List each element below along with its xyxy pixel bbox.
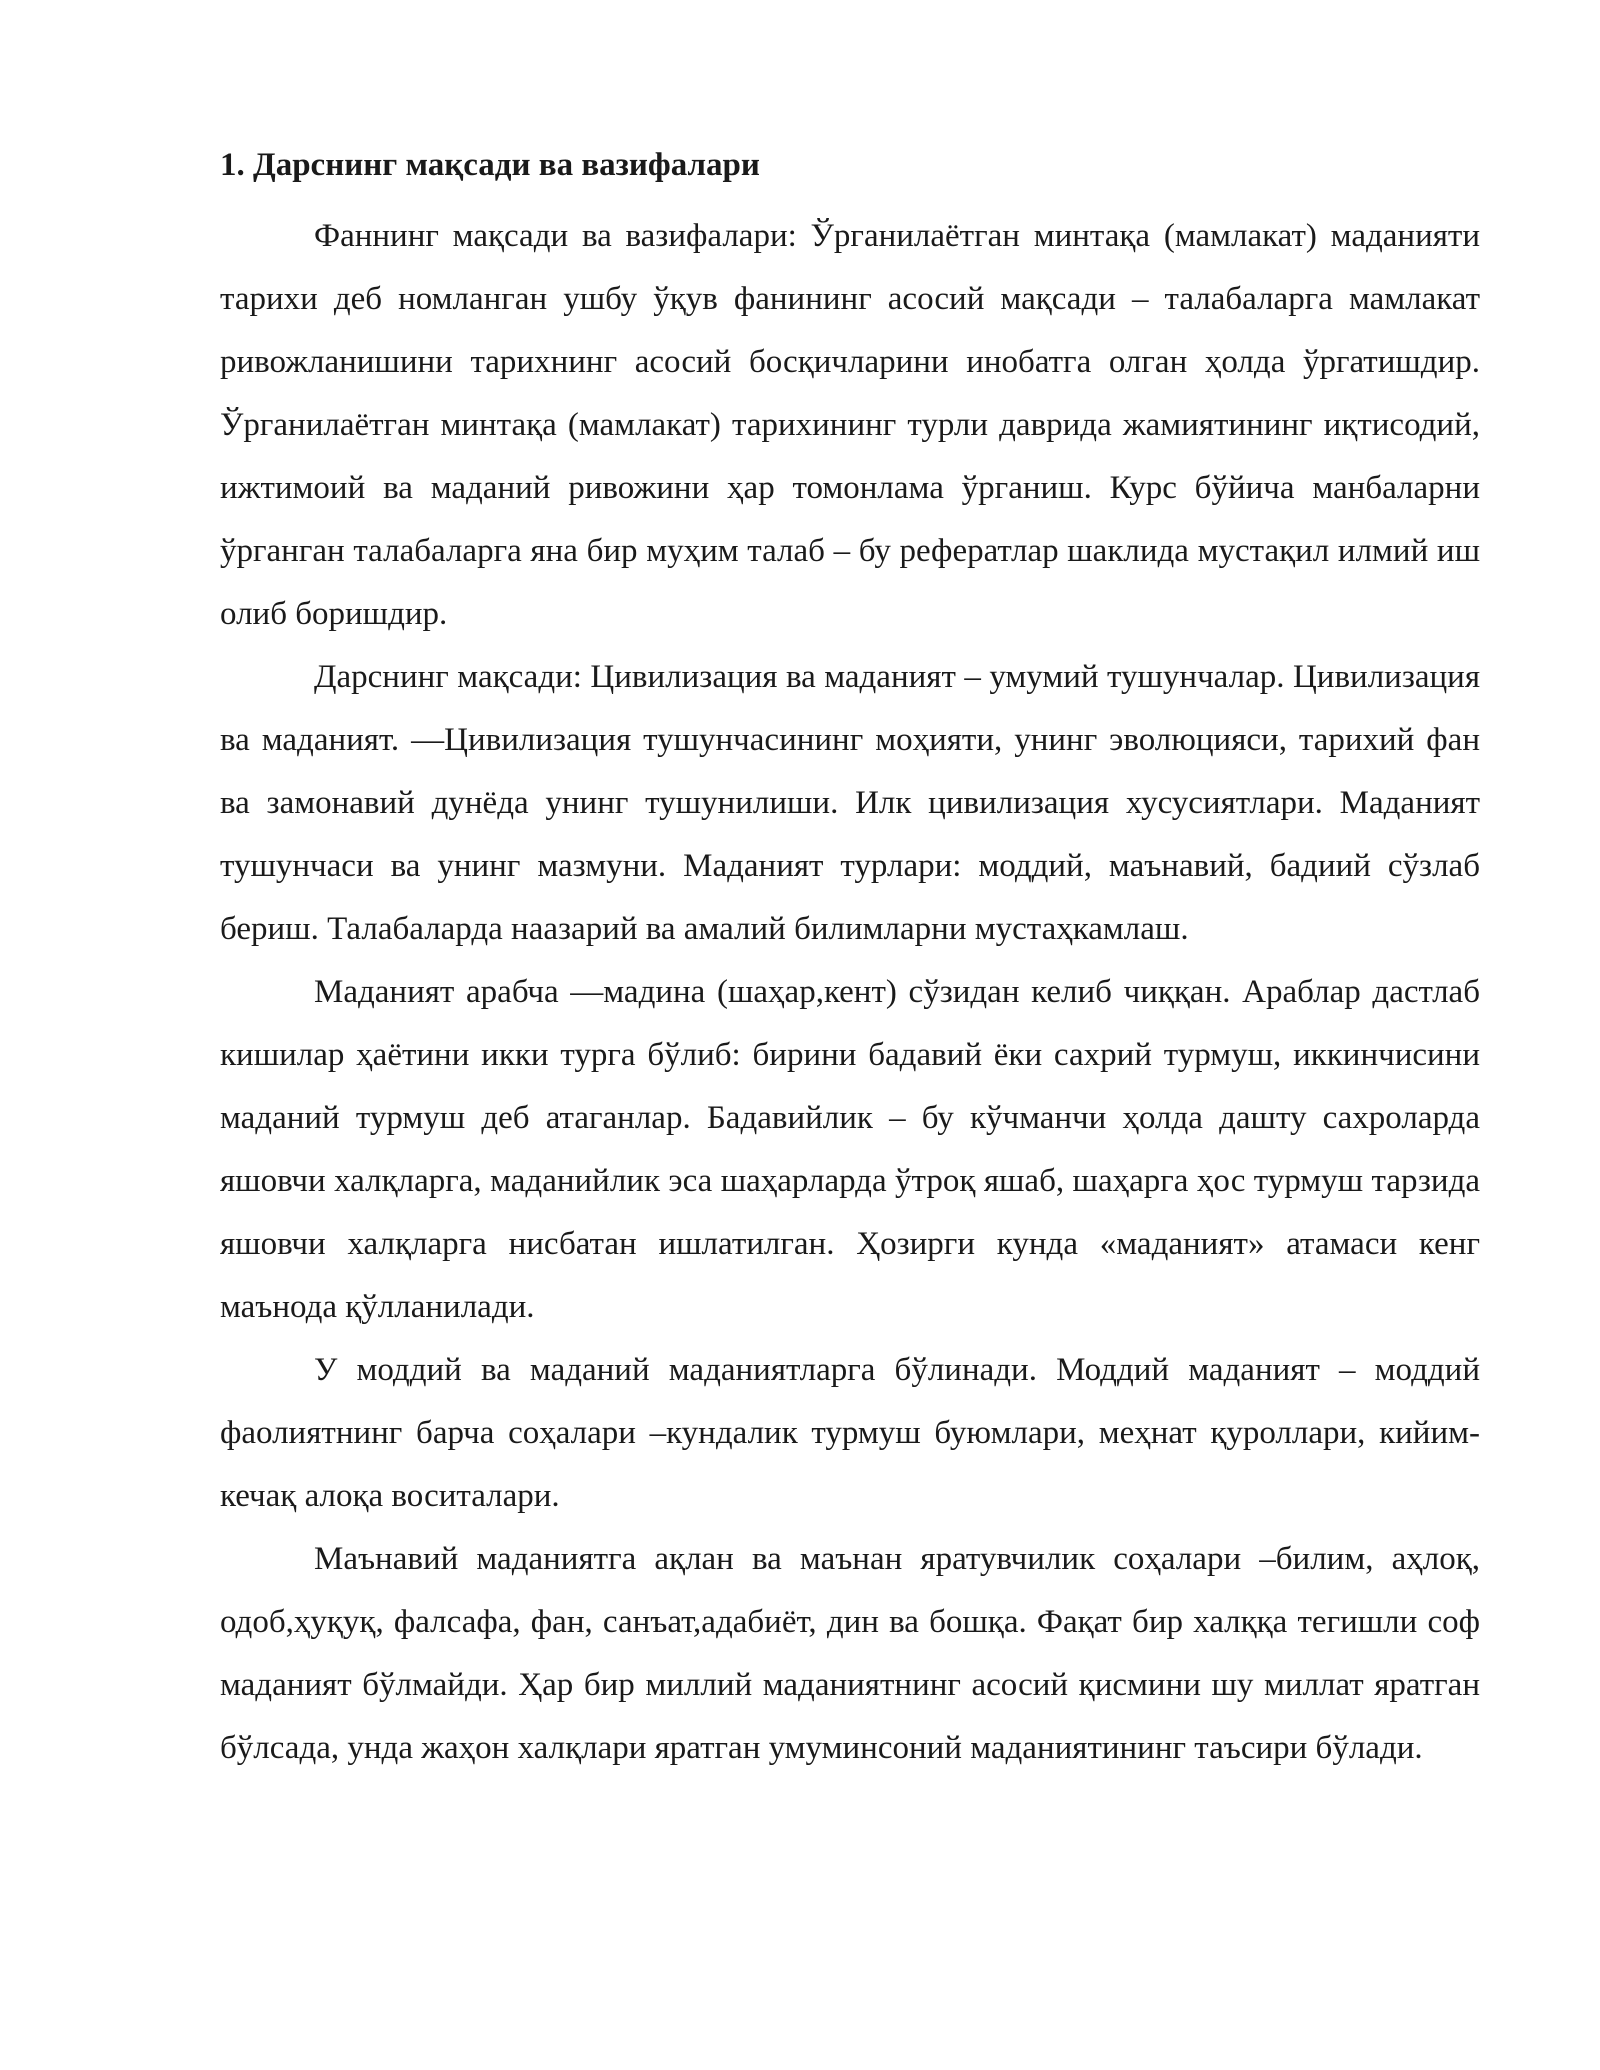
paragraph-culture-origin: Маданият арабча ―мадина (шаҳар,кент) сўзидан келиб чиққан. Араблар дастлаб кишилар ҳаётини икки турга бўлиб: бирини бадавий ёки сахрий турмуш, иккинчисини маданий турмуш деб атаганлар. Бадавийлик – бу кўчманчи ҳолда дашту сахроларда яшовчи халқларга, маданийлик эса шаҳарларда ўтроқ яшаб, шаҳарга ҳос турмуш тарзида яшовчи халқларга нисбатан ишлатилган. Ҳозирги кунда «маданият» атамаси кенг маънода қўлланилади.	[220, 974, 1480, 1325]
document-body	[220, 143, 1480, 1780]
paragraph-material-culture: У моддий ва маданий маданиятларга бўлинади. Моддий маданият – моддий фаолиятнинг барча соҳалари –кундалик турмуш буюмлари, меҳнат қуроллари, кийим-кечақ алоқа воситалари.	[220, 1352, 1480, 1514]
paragraph-lesson-aim: Дарснинг мақсади: Цивилизация ва маданият – умумий тушунчалар. Цивилизация ва маданият. ―Цивилизация тушунчасининг моҳияти, унинг эволюцияси, тарихий фан ва замонавий дунёда унинг тушунилиши. Илк цивилизация хусусиятлари. Маданият тушунчаси ва унинг мазмуни. Маданият турлари: моддий, маънавий, бадиий сўзлаб бериш. Талабаларда наазарий ва амалий билимларни мустаҳкамлаш.	[220, 659, 1480, 947]
paragraph-goals: Фаннинг мақсади ва вазифалари: Ўрганилаётган минтақа (мамлакат) маданияти тарихи деб номланган ушбу ўқув фанининг асосий мақсади – талабаларга мамлакат ривожланишини тарихнинг асосий босқичларини инобатга олган ҳолда ўргатишдир. Ўрганилаётган минтақа (мамлакат) тарихининг турли даврида жамиятининг иқтисодий, ижтимоий ва маданий ривожини ҳар томонлама ўрганиш. Курс бўйича манбаларни ўрганган талабаларга яна бир муҳим талаб – бу рефератлар шаклида мустақил илмий иш олиб боришдир.	[220, 218, 1480, 632]
section-heading: 1. Дарснинг мақсади ва вазифалари	[220, 147, 760, 183]
paragraph-spiritual-culture: Маънавий маданиятга ақлан ва маънан яратувчилик соҳалари –билим, аҳлоқ, одоб,ҳуқуқ, фалсафа, фан, санъат,адабиёт, дин ва бошқа. Фақат бир халққа тегишли соф маданият бўлмайди. Ҳар бир миллий маданиятнинг асосий қисмини шу миллат яратган бўлсада, унда жаҳон халқлари яратган умуминсоний маданиятининг таъсири бўлади.	[220, 1541, 1480, 1766]
